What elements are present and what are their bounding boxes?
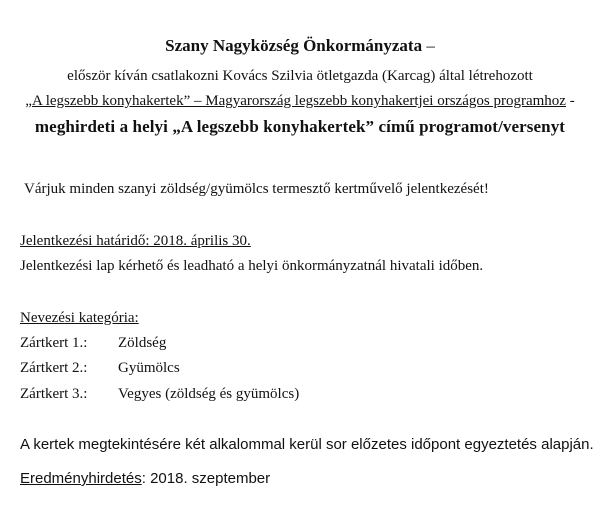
category-label: Zártkert 1.: xyxy=(20,335,88,351)
results-line xyxy=(20,470,270,487)
category-value: Zöldség xyxy=(118,335,167,351)
program-line xyxy=(0,93,600,110)
category-label: Zártkert 2.: xyxy=(20,360,88,376)
results-label: Eredményhirdetés xyxy=(20,470,142,487)
title-text: Szany Nagyközség Önkormányzata xyxy=(165,36,423,55)
title-dash: – xyxy=(422,36,435,55)
invitation-text: Várjuk minden szanyi zöldség/gyümölcs termesztő kertművelő jelentkezését! xyxy=(24,181,489,197)
announcement-line: meghirdeti a helyi „A legszebb konyhakertek” című programot/versenyt xyxy=(34,117,566,136)
program-dash: - xyxy=(565,93,575,109)
category-item xyxy=(20,335,166,352)
categories-heading: Nevezési kategória: xyxy=(20,310,139,326)
deadline-label: Jelentkezési határidő: 2018. április 30. xyxy=(20,233,251,249)
category-item xyxy=(20,360,180,377)
deadline-info: Jelentkezési lap kérhető és leadható a helyi önkormányzatnál hivatali időben. xyxy=(20,258,484,274)
intro-line: először kíván csatlakozni Kovács Szilvia ötletgazda (Karcag) által létrehozott xyxy=(67,68,533,84)
document-title xyxy=(0,36,600,56)
category-item xyxy=(20,386,299,403)
program-name: „A legszebb konyhakertek” – Magyarország legszebb konyhakertjei országos programhoz xyxy=(25,93,566,109)
category-value: Gyümölcs xyxy=(118,360,180,376)
category-label: Zártkert 3.: xyxy=(20,386,88,402)
visit-note: A kertek megtekintésére két alkalommal kerül sor előzetes időpont egyeztetés alapján. xyxy=(20,436,594,453)
results-value: : 2018. szeptember xyxy=(141,470,271,487)
category-value: Vegyes (zöldség és gyümölcs) xyxy=(118,386,300,402)
